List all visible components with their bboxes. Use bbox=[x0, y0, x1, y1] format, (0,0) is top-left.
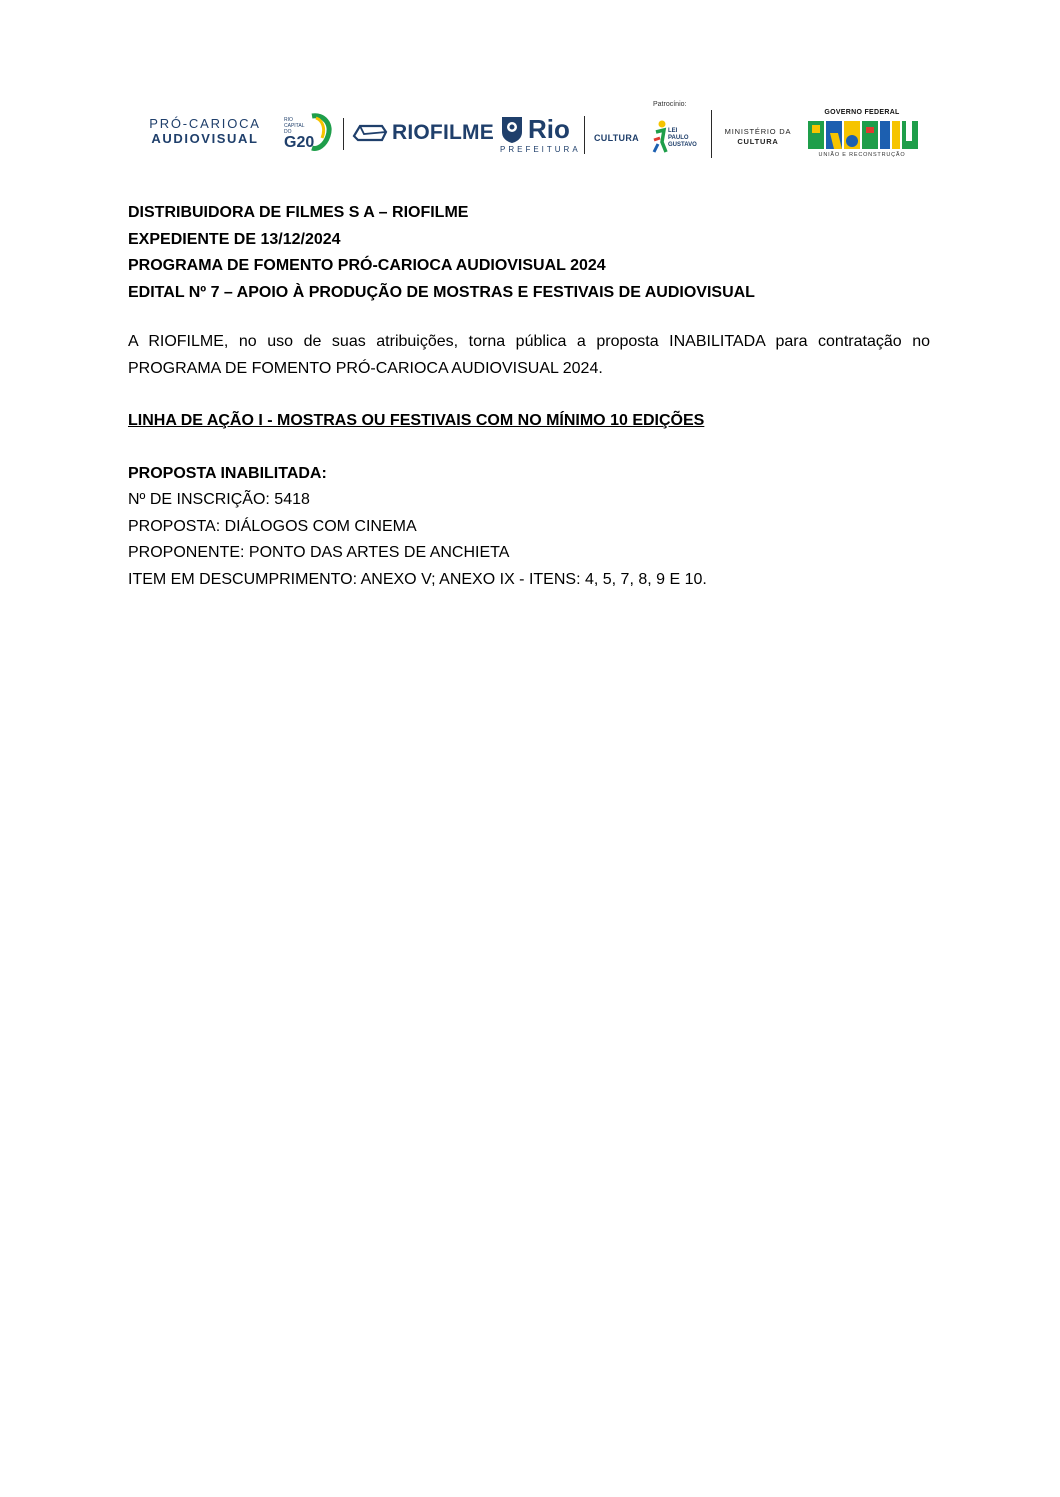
lei-paulo-gustavo-logo: LEI PAULO GUSTAVO bbox=[652, 112, 704, 158]
document-body bbox=[128, 200, 930, 593]
figure-icon bbox=[652, 120, 668, 154]
prefeitura-rio-logo: Rio PREFEITURA bbox=[500, 114, 581, 154]
cultura-logo: CULTURA bbox=[594, 133, 639, 143]
header-date: EXPEDIENTE DE 13/12/2024 bbox=[128, 230, 341, 248]
svg-text:DO: DO bbox=[284, 129, 292, 135]
svg-text:RIO: RIO bbox=[284, 117, 293, 123]
header-edital: EDITAL Nº 7 – APOIO À PRODUÇÃO DE MOSTRAS E FESTIVAIS DE AUDIOVISUAL bbox=[128, 283, 755, 301]
logo-divider bbox=[584, 116, 585, 154]
film-strip-icon bbox=[352, 122, 388, 144]
svg-text:G20: G20 bbox=[284, 134, 315, 151]
registration-number: Nº DE INSCRIÇÃO: 5418 bbox=[128, 491, 310, 508]
svg-text:CAPITAL: CAPITAL bbox=[284, 123, 305, 129]
proposal-name: PROPOSTA: DIÁLOGOS COM CINEMA bbox=[128, 517, 417, 535]
section-title: LINHA DE AÇÃO I - MOSTRAS OU FESTIVAIS COM NO MÍNIMO 10 EDIÇÕES bbox=[128, 412, 705, 429]
proposal-label: PROPOSTA INABILITADA: bbox=[128, 464, 327, 482]
governo-federal-logo: GOVERNO FEDERAL UNIÃO E RECONSTRUÇÃO bbox=[806, 109, 918, 161]
intro-paragraph: A RIOFILME, no uso de suas atribuições, torna pública a proposta INABILITADA para contratação no PROGRAMA DE FOMENTO PRÓ-CARIOCA AUDIOVISUAL 2024. bbox=[128, 333, 930, 377]
logo-divider bbox=[711, 110, 712, 158]
ministerio-cultura-logo: MINISTÉRIO DA CULTURA bbox=[724, 127, 792, 146]
sponsor-logo-bar bbox=[0, 0, 1060, 170]
rio-crest-icon bbox=[498, 114, 526, 144]
noncompliance-items: ITEM EM DESCUMPRIMENTO: ANEXO V; ANEXO IX - ITENS: 4, 5, 7, 8, 9 E 10. bbox=[128, 570, 707, 588]
procarioca-logo: PRÓ-CARIOCA AUDIOVISUAL bbox=[149, 116, 261, 146]
g20-logo bbox=[282, 112, 336, 152]
patrocinio-label: Patrocínio: bbox=[653, 101, 687, 108]
brasil-wordmark bbox=[808, 119, 920, 151]
proponent-name: PROPONENTE: PONTO DAS ARTES DE ANCHIETA bbox=[128, 544, 510, 561]
riofilme-logo: RIOFILME bbox=[352, 118, 494, 148]
header-issuer: DISTRIBUIDORA DE FILMES S A – RIOFILME bbox=[128, 204, 469, 221]
logo-divider bbox=[343, 118, 344, 150]
header-program: PROGRAMA DE FOMENTO PRÓ-CARIOCA AUDIOVISUAL 2024 bbox=[128, 257, 606, 274]
